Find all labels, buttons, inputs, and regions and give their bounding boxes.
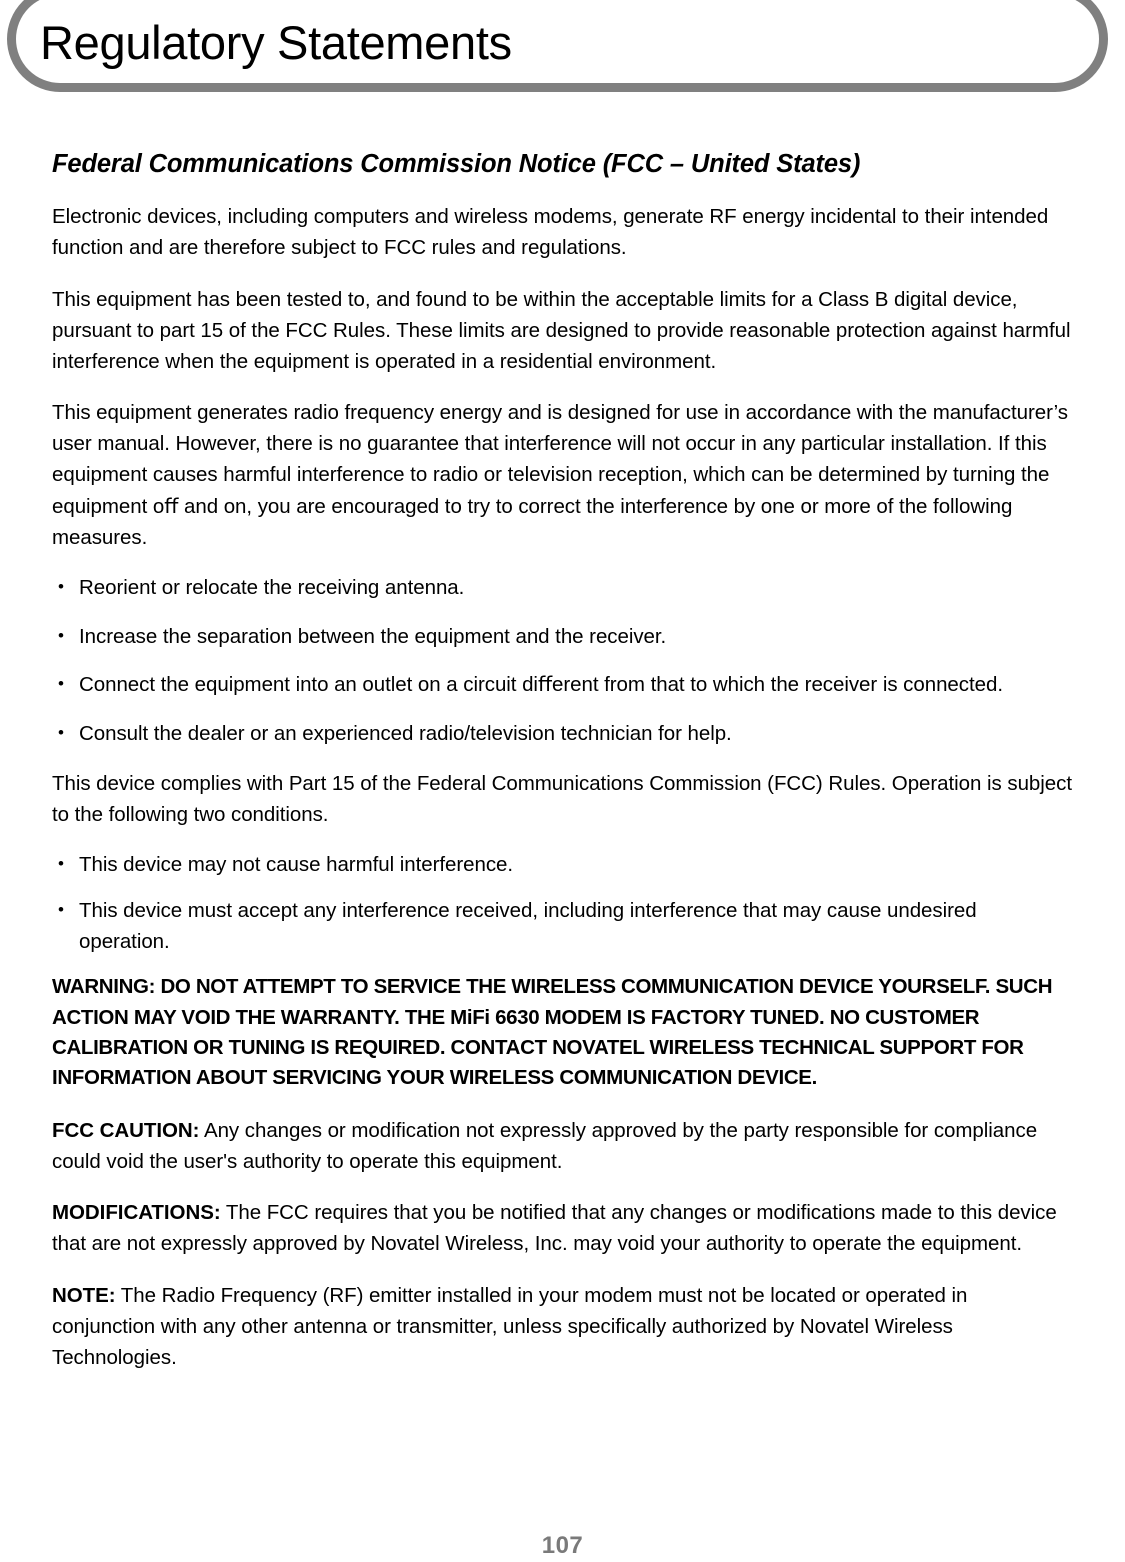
paragraph-part-15-compliance: This device complies with Part 15 of the Federal Communications Commission (FCC) Rules. Operation is subject to the following two conditions. [52,771,1072,827]
paragraph-class-b-limits: This equipment has been tested to, and found to be within the acceptable limits for a Class B digital device, pursuant to part 15 of the FCC Rules. These limits are designed to provide reasonable protection against harmful interference when the equipment is operated in a residential environment. [52,287,1071,373]
fcc-caution-label: FCC CAUTION: [52,1118,200,1142]
paragraph-radio-frequency-energy: This equipment generates radio frequency energy and is designed for use in accordance with the manufacturer’s user manual. However, there is no guarantee that interference will not occur in any particular installation. If this equipment causes harmful interference to radio or television reception, which can be determined by turning the equipment oﬀ and on, you are encouraged to try to correct the interference by one or more of the following measures. [52,401,1068,549]
list-item: • This device must accept any interference received, including interference that may cause undesired operation. [52,896,1072,958]
list-item: • Increase the separation between the equipment and the receiver. [52,622,1072,653]
list-item: • Consult the dealer or an experienced radio/television technician for help. [52,719,1072,750]
note-block [52,1280,1072,1373]
list-item: • Connect the equipment into an outlet on a circuit diﬀerent from that to which the receiver is connected. [52,670,1072,701]
modifications-text: The FCC requires that you be notiﬁed that any changes or modiﬁcations made to this device that are not expressly approved by Novatel Wireless, Inc. may void your authority to operate the equipment. [52,1201,1057,1256]
list-item: • Reorient or relocate the receiving antenna. [52,573,1072,604]
fcc-caution-block [52,1115,1072,1177]
conditions-list [52,850,1072,957]
page-number: 107 [541,1532,584,1559]
measures-list [52,573,1072,750]
modifications-label: MODIFICATIONS: [52,1201,221,1225]
page-title: Regulatory Statements [40,16,512,69]
modifications-block [52,1197,1072,1259]
paragraph-electronic-devices: Electronic devices, including computers and wireless modems, generate RF energy incidental to their intended function and are therefore subject to FCC rules and regulations. [52,205,1049,260]
section-heading-fcc: Federal Communications Commission Notice (FCC – United States) [52,150,861,178]
warning-block: WARNING: DO NOT ATTEMPT TO SERVICE THE WIRELESS COMMUNICATION DEVICE YOURSELF. SUCH ACTION MAY VOID THE WARRANTY. THE MiFi 6630 MODEM IS FACTORY TUNED. NO CUSTOMER CALIBRATION OR TUNING IS REQUIRED. CONTACT NOVATEL WIRELESS TECHNICAL SUPPORT FOR INFORMATION ABOUT SERVICING YOUR WIRELESS COMMUNICATION DEVICE. [52,975,1053,1089]
note-text: The Radio Frequency (RF) emitter installed in your modem must not be located or operated in conjunction with any other antenna or transmitter, unless speciﬁcally authorized by Novatel Wireless Technologies. [52,1283,968,1369]
fcc-caution-text: Any changes or modiﬁcation not expressly approved by the party responsible for compliance could void the user's authority to operate this equipment. [52,1118,1038,1174]
note-label: NOTE: [52,1283,116,1307]
document-content [52,150,1072,1373]
list-item: • This device may not cause harmful interference. [52,850,1072,881]
